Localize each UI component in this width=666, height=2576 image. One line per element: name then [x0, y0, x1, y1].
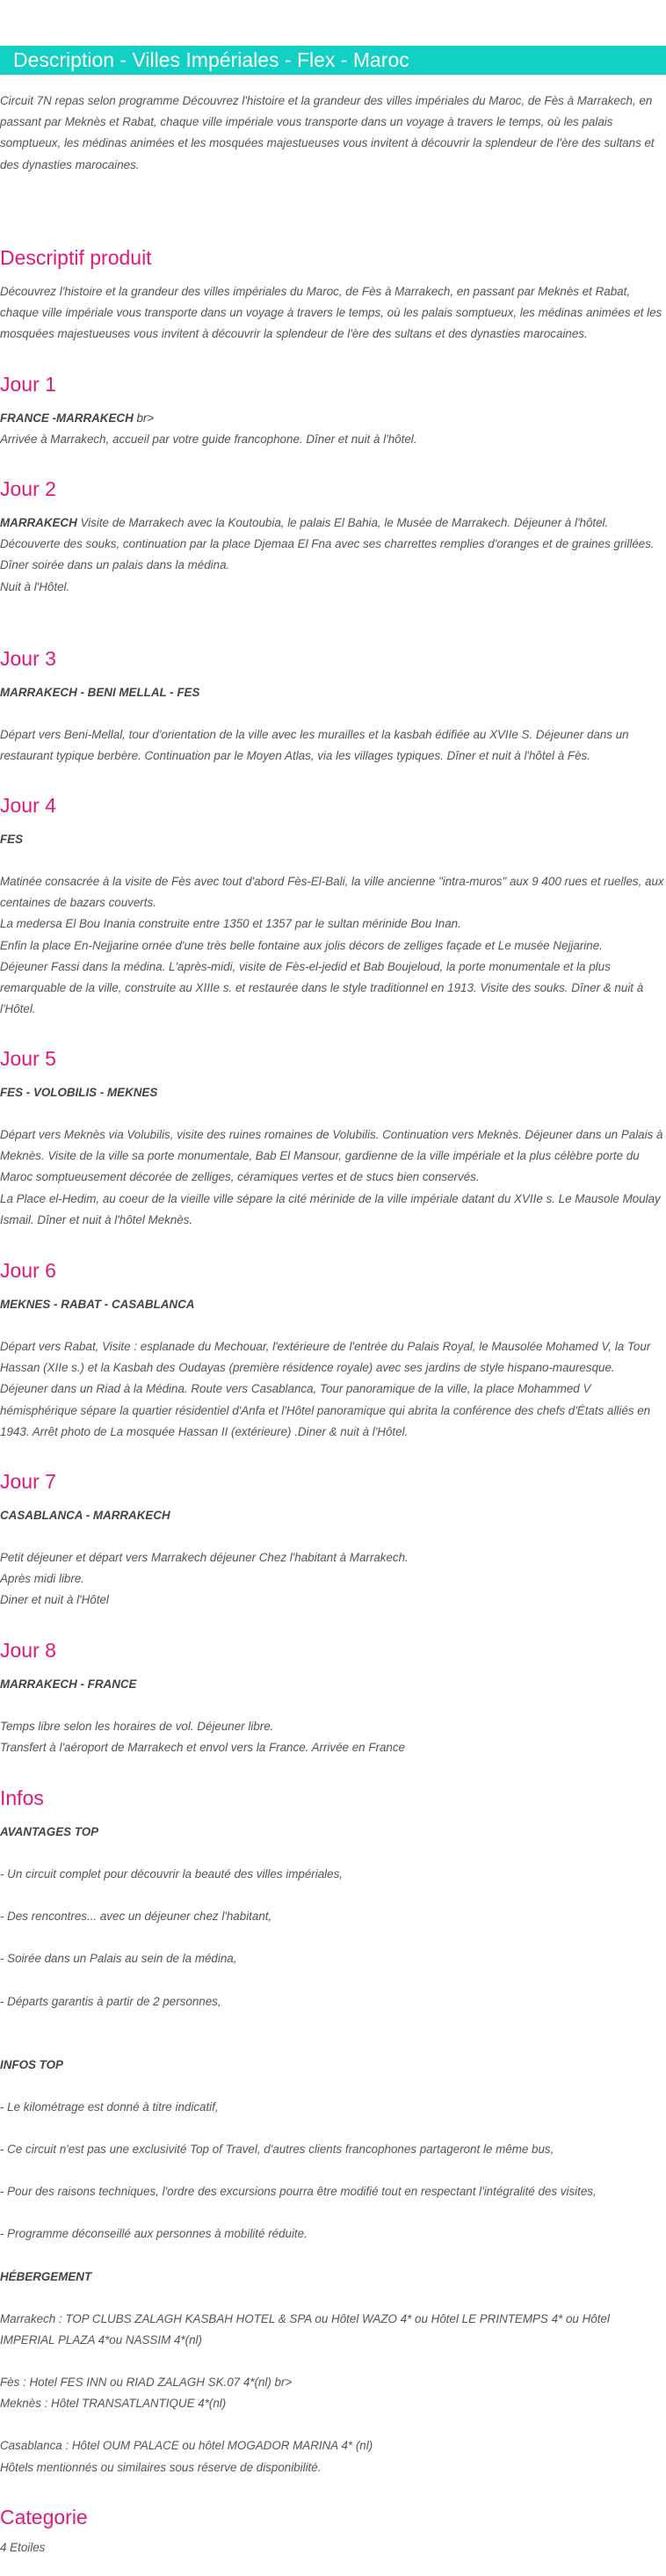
- day-text: Dîner soirée dans un palais dans la médina.: [0, 558, 230, 572]
- avantages-title: AVANTAGES TOP: [0, 1825, 99, 1838]
- list-item: - Un circuit complet pour découvrir la beauté des villes impériales,: [0, 1867, 343, 1881]
- page: [0, 46, 666, 2554]
- day-text: Arrivée à Marrakech, accueil par votre guide francophone. Dîner et nuit à l'hôtel.: [0, 433, 417, 446]
- day-heading: Jour 1: [0, 373, 56, 396]
- section-descriptif: [0, 244, 664, 346]
- list-item: - Départs garantis à partir de 2 personnes,: [0, 1994, 221, 2008]
- day-section: [0, 371, 664, 450]
- list-item: - Le kilométrage est donné à titre indicatif,: [0, 2099, 219, 2114]
- list-item: - Pour des raisons techniques, l'ordre des excursions pourra être modifié tout en respectant l'intégralité des visites,: [0, 2185, 597, 2199]
- day-text: Après midi libre.: [0, 1572, 84, 1586]
- day-section: [0, 1045, 664, 1231]
- hebergement-text: Fès : Hotel FES INN ou RIAD ZALAGH SK.07 4*(nl) br>: [0, 2376, 293, 2390]
- day-text: Nuit à l'Hôtel.: [0, 579, 70, 593]
- day-section: [0, 476, 664, 598]
- day-text: Enfin la place En-Nejjarine ornée d'une très belle fontaine aux jolis décors de zelliges façade et Le musée Nejjarine.: [0, 938, 603, 952]
- hebergement-text: Hôtels mentionnés ou similaires sous réserve de disponibilité.: [0, 2460, 322, 2474]
- page-title-banner: Description - Villes Impériales - Flex - Maroc: [0, 46, 666, 75]
- hebergement-text: Marrakech : TOP CLUBS ZALAGH KASBAH HOTEL & SPA ou Hôtel WAZO 4* ou Hôtel LE PRINTEMPS 4* ou Hôtel IMPERIAL PLAZA 4*ou NASSIM 4*(nl): [0, 2311, 610, 2347]
- descriptif-text: Découvrez l'histoire et la grandeur des villes impériales du Maroc, de Fès à Marrakech, en passant par Meknès et Rabat, chaque ville impériale vous transporte dans un voyage à travers le temps, où les palais somptueux, les médinas animées et les mosquées majestueuses vous invitent à découvrir la splendeur de l'ère des sultans et des dynasties marocaines.: [0, 285, 662, 341]
- categorie-value: 4 Etoiles: [0, 2541, 46, 2554]
- day-heading: Jour 2: [0, 477, 56, 500]
- list-item: - Des rencontres... avec un déjeuner chez l'habitant,: [0, 1910, 272, 1924]
- day-heading: Jour 4: [0, 794, 56, 817]
- hebergement-title: HÉBERGEMENT: [0, 2269, 92, 2283]
- list-item: - Soirée dans un Palais au sein de la médina,: [0, 1952, 237, 1966]
- section-heading-infos: Infos: [0, 1786, 44, 1809]
- hebergement-text: Meknès : Hôtel TRANSATLANTIQUE 4*(nl): [0, 2397, 227, 2411]
- section-heading-categorie: Categorie: [0, 2506, 88, 2529]
- infos-top-title: INFOS TOP: [0, 2057, 63, 2071]
- day-title: FES - VOLOBILIS - MEKNES: [0, 1086, 158, 1099]
- day-title: MARRAKECH - BENI MELLAL - FES: [0, 686, 200, 699]
- day-title: MEKNES - RABAT - CASABLANCA: [0, 1298, 195, 1311]
- day-heading: Jour 5: [0, 1047, 56, 1070]
- day-text: Temps libre selon les horaires de vol. Déjeuner libre.: [0, 1720, 274, 1733]
- day-section: [0, 1637, 664, 1758]
- day-heading: Jour 8: [0, 1639, 56, 1662]
- list-item: - Programme déconseillé aux personnes à mobilité réduite.: [0, 2227, 308, 2241]
- day-text: Déjeuner Fassi dans la médina. L'après-midi, visite de Fès-el-jedid et Bab Boujeloud, la porte monumentale et la plus remarquable de la ville, construite au XIIIe s. et restaurée dans le style traditionnel en 1913. Visite des souks. Dîner & nuit à l'Hôtel.: [0, 959, 644, 1016]
- day-section: [0, 645, 664, 767]
- day-text: Matinée consacrée à la visite de Fès avec tout d'abord Fès-El-Bali, la ville ancienne "intra-muros" aux 9 400 rues et ruelles, aux centaines de bazars couverts.: [0, 875, 664, 910]
- section-categorie: [0, 2504, 664, 2558]
- day-title: MARRAKECH - FRANCE: [0, 1677, 137, 1691]
- day-text: Transfert à l'aéroport de Marrakech et envol vers la France. Arrivée en France: [0, 1741, 406, 1755]
- day-text: La Place el-Hedim, au coeur de la vieille ville sépare la cité mérinide de la ville impériale datant du XVIIe s. Le Mausole Moulay Ismail. Dîner et nuit à l'hôtel Meknès.: [0, 1191, 661, 1226]
- day-text: Petit déjeuner et départ vers Marrakech déjeuner Chez l'habitant à Marrakech.: [0, 1551, 409, 1564]
- day-section: [0, 1257, 664, 1443]
- day-text: Diner et nuit à l'Hôtel: [0, 1593, 109, 1607]
- section-infos: [0, 1785, 664, 2478]
- day-title: MARRAKECH: [0, 516, 77, 529]
- day-text: MARRAKECH Visite de Marrakech avec la Koutoubia, le palais El Bahia, le Musée de Marrakech. Déjeuner à l'hôtel. Découverte des souks, continuation par la place Djemaa El Fna avec ses charrettes remplies d'oranges et de graines grillées.: [0, 516, 655, 551]
- hebergement-text: Casablanca : Hôtel OUM PALACE ou hôtel MOGADOR MARINA 4* (nl): [0, 2439, 373, 2453]
- list-item: - Ce circuit n'est pas une exclusivité Top of Travel, d'autres clients francophones partageront le même bus,: [0, 2143, 554, 2157]
- day-heading: Jour 7: [0, 1470, 56, 1493]
- day-heading: Jour 6: [0, 1259, 56, 1282]
- day-text: Départ vers Beni-Mellal, tour d'orientation de la ville avec les murailles et la kasbah édifiée au XVIIe S. Déjeuner dans un restaurant typique berbère. Continuation par le Moyen Atlas, via les villages typiques. Dîner et nuit à l'hôtel à Fès.: [0, 728, 629, 763]
- day-heading: Jour 3: [0, 647, 56, 670]
- day-title: CASABLANCA - MARRAKECH: [0, 1509, 170, 1522]
- day-text: Départ vers Meknès via Volubilis, visite des ruines romaines de Volubilis. Continuation vers Meknès. Déjeuner dans un Palais à Meknès. Visite de la ville sa porte monumentale, Bab El Mansour, gardienne de la ville impériale et la plus célèbre porte du Maroc somptueusement décorée de zelliges, céramiques vertes et de stucs bien conservés.: [0, 1128, 663, 1184]
- day-text: Départ vers Rabat, Visite : esplanade du Mechouar, l'extérieure de l'entrée du Palais Royal, le Mausolée Mohamed V, la Tour Hassan (XIIe s.) et la Kasbah des Oudayas (première résidence royale) avec ses jardins de style hispano-mauresque. Déjeuner dans un Riad à la Médina. Route vers Casablanca, Tour panoramique de la ville, la place Mohammed V hémisphérique sépare la quartier résidentiel d'Anfa et l'Hôtel panoramique qui abrita la conférence des chefs d'États alliés en 1943. Arrêt photo de La mosquée Hassan II (extérieure) .Diner & nuit à l'Hôtel.: [0, 1340, 651, 1438]
- section-heading-descriptif: Descriptif produit: [0, 246, 152, 269]
- intro-paragraph: Circuit 7N repas selon programme Découvrez l'histoire et la grandeur des villes impériales du Maroc, de Fès à Marrakech, en passant par Meknès et Rabat, chaque ville impériale vous transporte dans un voyage à travers le temps, où les palais somptueux, les médinas animées et les mosquées majestueuses vous invitent à découvrir la splendeur de l'ère des sultans et des dynasties marocaines.: [0, 94, 655, 171]
- day-title: FRANCE -MARRAKECH br>: [0, 411, 155, 425]
- day-text: La medersa El Bou Inania construite entre 1350 et 1357 par le sultan mérinide Bou Inan.: [0, 917, 461, 931]
- day-section: [0, 1468, 664, 1612]
- day-title: FES: [0, 833, 24, 846]
- day-section: [0, 792, 664, 1020]
